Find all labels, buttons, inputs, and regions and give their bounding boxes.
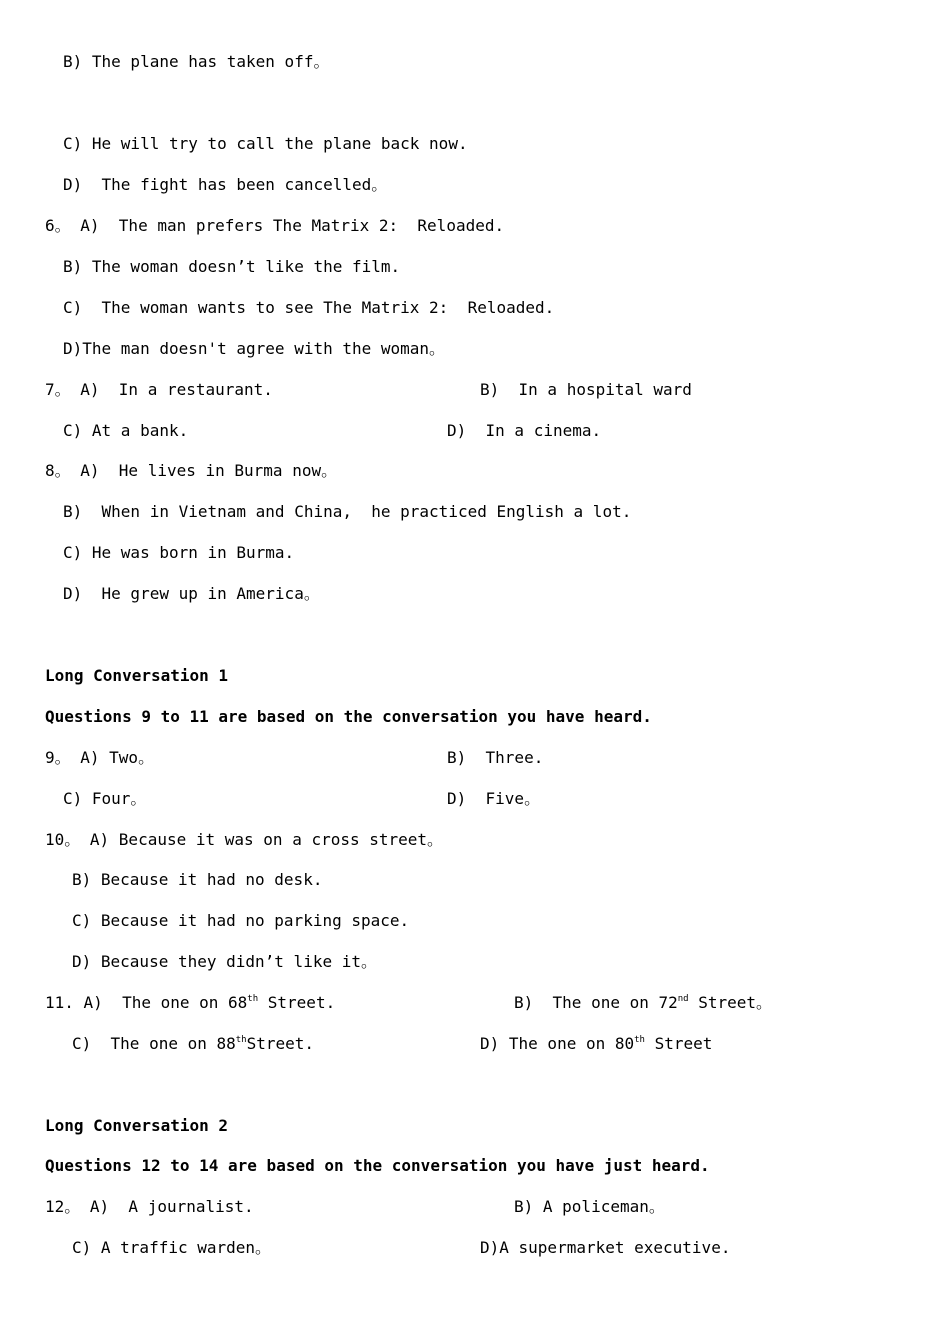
q11-a-text: 11. A) The one on 68: [45, 993, 248, 1012]
q11-d-superscript: th: [634, 1035, 645, 1045]
q9-option-d: D) Five。: [447, 789, 541, 808]
q5-option-d: D) The fight has been cancelled。: [63, 175, 388, 194]
q6-option-c: C) The woman wants to see The Matrix 2: Reloaded.: [63, 298, 555, 317]
q11-d-suffix: Street: [644, 1034, 713, 1053]
q5-option-b: B) The plane has taken off。: [63, 52, 330, 71]
q7-option-c: C) At a bank.: [63, 421, 189, 440]
q11-option-c: [72, 1034, 314, 1054]
q11-b-text: B) The one on 72: [514, 993, 678, 1012]
q11-c-superscript: th: [235, 1035, 247, 1045]
q11-option-d: [480, 1034, 712, 1054]
section-instruction-long-conversation-2: Questions 12 to 14 are based on the conversation you have just heard.: [45, 1156, 710, 1175]
q7-option-d: D) In a cinema.: [447, 421, 602, 440]
q9-option-c: C) Four。: [63, 789, 147, 808]
section-instruction-long-conversation-1: Questions 9 to 11 are based on the conversation you have heard.: [45, 707, 652, 726]
q7-option-b: B) In a hospital ward: [480, 380, 692, 399]
q11-a-superscript: th: [247, 994, 259, 1004]
q5-option-c: C) He will try to call the plane back now.: [63, 134, 468, 153]
q11-d-text: D) The one on 80: [480, 1034, 635, 1053]
q11-a-suffix: Street.: [258, 993, 336, 1012]
q10-option-d: D) Because they didn’t like it。: [72, 952, 377, 971]
q8-option-a: 8。 A) He lives in Burma now。: [45, 461, 338, 480]
q11-b-superscript: nd: [677, 994, 689, 1004]
q6-option-d: D)The man doesn't agree with the woman。: [63, 339, 446, 358]
q12-option-d: D)A supermarket executive.: [480, 1238, 731, 1257]
q11-c-suffix: Street.: [246, 1034, 315, 1053]
q10-option-a: 10。 A) Because it was on a cross street。: [45, 830, 444, 849]
q8-option-d: D) He grew up in America。: [63, 584, 320, 603]
q12-option-c: C) A traffic warden。: [72, 1238, 272, 1257]
q8-option-b: B) When in Vietnam and China, he practiced English a lot.: [63, 502, 632, 521]
q12-option-b: B) A policeman。: [514, 1197, 665, 1216]
q9-option-a: 9。 A) Two。: [45, 748, 155, 767]
q8-option-c: C) He was born in Burma.: [63, 543, 295, 562]
section-title-long-conversation-2: Long Conversation 2: [45, 1116, 229, 1135]
q10-option-b: B) Because it had no desk.: [72, 870, 323, 889]
q7-option-a: 7。 A) In a restaurant.: [45, 380, 273, 399]
q10-option-c: C) Because it had no parking space.: [72, 911, 410, 930]
q11-option-a: [45, 993, 335, 1013]
q6-option-a: 6。 A) The man prefers The Matrix 2: Reloaded.: [45, 216, 505, 235]
q11-c-text: C) The one on 88: [72, 1034, 236, 1053]
q11-option-b: [514, 993, 772, 1013]
section-title-long-conversation-1: Long Conversation 1: [45, 666, 229, 685]
q12-option-a: 12。 A) A journalist.: [45, 1197, 254, 1216]
q9-option-b: B) Three.: [447, 748, 544, 767]
q11-b-suffix: Street。: [688, 993, 773, 1012]
q6-option-b: B) The woman doesn’t like the film.: [63, 257, 401, 276]
